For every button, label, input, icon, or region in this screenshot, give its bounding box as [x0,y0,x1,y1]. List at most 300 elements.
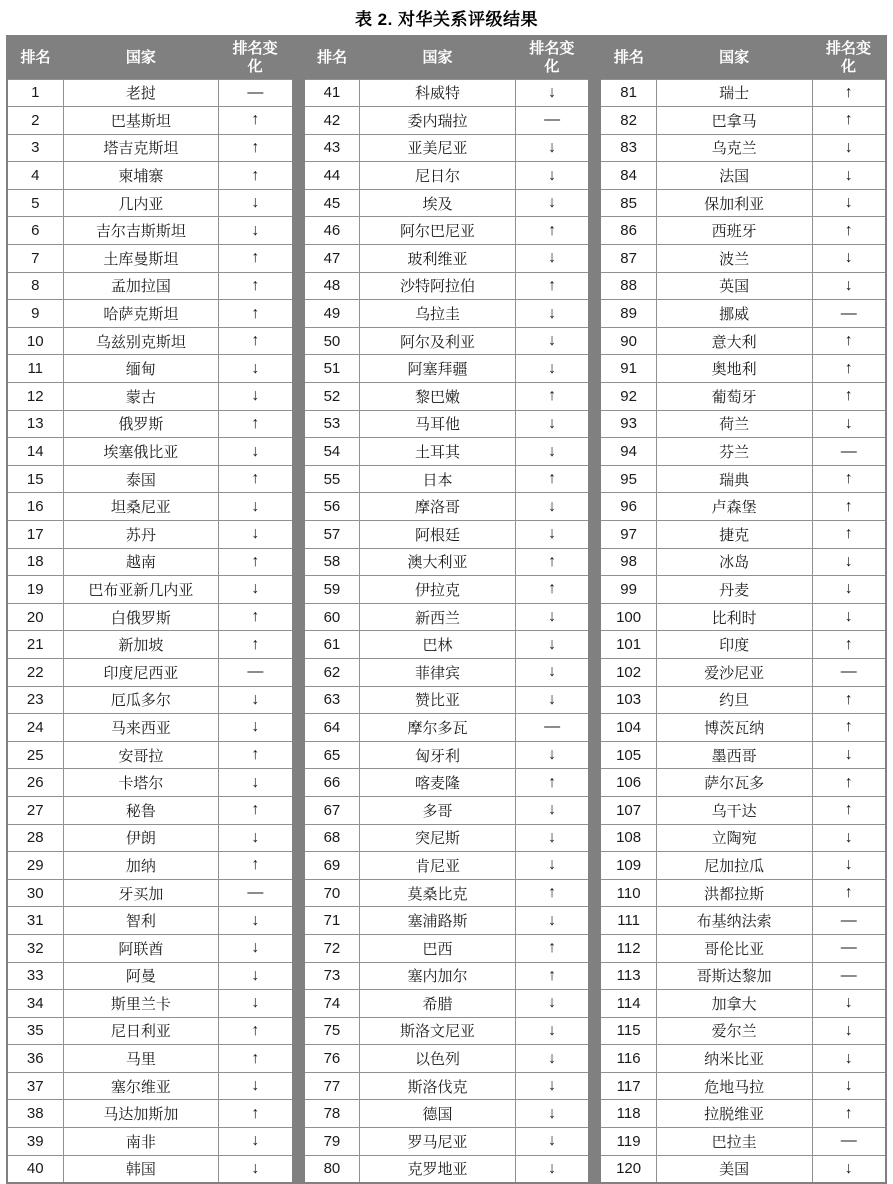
rank-cell: 116 [600,1045,656,1073]
country-cell: 洪都拉斯 [656,879,812,907]
change-cell: ↓ [219,521,293,549]
table-row [304,134,590,162]
country-cell: 罗马尼亚 [360,1128,516,1156]
change-cell: — [812,438,886,466]
change-cell: ↓ [515,603,589,631]
rank-cell: 31 [7,907,63,935]
table-row [600,741,886,769]
rank-cell: 48 [304,272,360,300]
change-cell: ↓ [515,631,589,659]
table-row [600,576,886,604]
country-cell: 蒙古 [63,383,219,411]
change-cell: ↓ [515,410,589,438]
country-cell: 挪威 [656,300,812,328]
table-row [304,245,590,273]
change-cell: ↓ [219,1072,293,1100]
country-cell: 爱沙尼亚 [656,658,812,686]
rank-cell: 44 [304,162,360,190]
rank-cell: 78 [304,1100,360,1128]
country-cell: 布基纳法索 [656,907,812,935]
change-cell: ↓ [219,438,293,466]
rank-cell: 101 [600,631,656,659]
country-cell: 瑞典 [656,465,812,493]
rank-cell: 92 [600,383,656,411]
change-cell: ↓ [515,686,589,714]
table-row [7,245,293,273]
table-row [7,962,293,990]
change-cell: ↓ [812,824,886,852]
rank-cell: 84 [600,162,656,190]
country-cell: 伊拉克 [360,576,516,604]
table-row [304,934,590,962]
table-row [304,852,590,880]
rank-cell: 94 [600,438,656,466]
change-cell: ↓ [219,907,293,935]
rank-cell: 46 [304,217,360,245]
rank-cell: 24 [7,714,63,742]
rank-cell: 110 [600,879,656,907]
rank-cell: 91 [600,355,656,383]
header-row [600,36,886,79]
country-cell: 意大利 [656,327,812,355]
rating-table-group-1 [6,35,294,1184]
table-row [7,1128,293,1156]
change-cell: — [812,658,886,686]
country-cell: 肯尼亚 [360,852,516,880]
rank-cell: 97 [600,521,656,549]
table-row [7,327,293,355]
country-cell: 亚美尼亚 [360,134,516,162]
rank-cell: 16 [7,493,63,521]
country-cell: 越南 [63,548,219,576]
table-row [304,79,590,107]
table-row [7,521,293,549]
table-row [7,796,293,824]
change-cell: ↓ [812,548,886,576]
rank-cell: 72 [304,934,360,962]
change-cell: ↓ [219,217,293,245]
country-cell: 赞比亚 [360,686,516,714]
country-cell: 苏丹 [63,521,219,549]
change-cell: ↓ [219,934,293,962]
country-cell: 瑞士 [656,79,812,107]
table-row [600,493,886,521]
change-cell: ↓ [812,990,886,1018]
country-cell: 乌兹别克斯坦 [63,327,219,355]
table-row [7,217,293,245]
country-cell: 丹麦 [656,576,812,604]
change-cell: ↓ [219,686,293,714]
change-cell: ↓ [515,355,589,383]
change-cell: ↑ [219,327,293,355]
country-cell: 玻利维亚 [360,245,516,273]
table-row [304,438,590,466]
table-row [7,134,293,162]
change-cell: ↓ [219,355,293,383]
table-row [7,741,293,769]
country-cell: 匈牙利 [360,741,516,769]
change-cell: ↑ [219,300,293,328]
column-header-rank-change: 排名变化 [812,36,886,79]
rank-cell: 61 [304,631,360,659]
rank-cell: 76 [304,1045,360,1073]
rank-cell: 88 [600,272,656,300]
rank-cell: 45 [304,189,360,217]
rank-cell: 57 [304,521,360,549]
change-cell: ↓ [219,383,293,411]
country-cell: 泰国 [63,465,219,493]
table-row [7,769,293,797]
table-row [7,272,293,300]
rank-cell: 33 [7,962,63,990]
country-cell: 乌干达 [656,796,812,824]
table-row [7,493,293,521]
rank-cell: 18 [7,548,63,576]
change-cell: ↑ [515,934,589,962]
table-row [7,410,293,438]
change-cell: ↓ [812,162,886,190]
change-cell: ↑ [812,1100,886,1128]
rank-cell: 69 [304,852,360,880]
change-cell: ↓ [812,1045,886,1073]
country-cell: 乌克兰 [656,134,812,162]
table-row [304,686,590,714]
rank-cell: 15 [7,465,63,493]
change-cell: — [812,300,886,328]
table-row [304,824,590,852]
rank-cell: 40 [7,1155,63,1183]
change-cell: ↑ [812,493,886,521]
table-row [304,879,590,907]
column-header-country: 国家 [63,36,219,79]
china-relations-rating-table [6,35,887,1184]
change-cell: ↓ [219,824,293,852]
column-header-country: 国家 [360,36,516,79]
change-cell: ↓ [812,245,886,273]
country-cell: 伊朗 [63,824,219,852]
rank-cell: 12 [7,383,63,411]
rank-cell: 109 [600,852,656,880]
change-cell: ↑ [219,410,293,438]
change-cell: ↓ [812,1017,886,1045]
change-cell: ↓ [515,1072,589,1100]
table-row [7,107,293,135]
country-cell: 尼加拉瓜 [656,852,812,880]
change-cell: — [812,907,886,935]
change-cell: ↑ [219,548,293,576]
change-cell: ↑ [515,548,589,576]
country-cell: 土库曼斯坦 [63,245,219,273]
country-cell: 白俄罗斯 [63,603,219,631]
table-row [304,796,590,824]
table-row [600,934,886,962]
table-row [600,1155,886,1183]
table-row [304,300,590,328]
table-row [600,852,886,880]
change-cell: — [812,1128,886,1156]
table-row [600,796,886,824]
rank-cell: 9 [7,300,63,328]
table-row [600,603,886,631]
country-cell: 奥地利 [656,355,812,383]
country-cell: 萨尔瓦多 [656,769,812,797]
country-cell: 突尼斯 [360,824,516,852]
table-row [600,245,886,273]
country-cell: 博茨瓦纳 [656,714,812,742]
rank-cell: 113 [600,962,656,990]
table-row [304,355,590,383]
rank-cell: 11 [7,355,63,383]
change-cell: ↑ [515,272,589,300]
change-cell: ↓ [515,1017,589,1045]
country-cell: 缅甸 [63,355,219,383]
table-row [304,383,590,411]
table-row [600,327,886,355]
rating-table-group-2 [303,35,591,1184]
table-row [7,189,293,217]
country-cell: 多哥 [360,796,516,824]
rank-cell: 82 [600,107,656,135]
column-header-rank: 排名 [600,36,656,79]
rank-cell: 53 [304,410,360,438]
country-cell: 埃及 [360,189,516,217]
table-row [600,548,886,576]
rank-cell: 64 [304,714,360,742]
rank-cell: 83 [600,134,656,162]
change-cell: ↑ [219,272,293,300]
table-row [7,631,293,659]
country-cell: 黎巴嫩 [360,383,516,411]
change-cell: ↓ [515,852,589,880]
table-row [304,1128,590,1156]
rank-cell: 43 [304,134,360,162]
rank-cell: 7 [7,245,63,273]
country-cell: 阿尔及利亚 [360,327,516,355]
table-row [600,1017,886,1045]
rank-cell: 68 [304,824,360,852]
rank-cell: 55 [304,465,360,493]
rank-cell: 49 [304,300,360,328]
country-cell: 柬埔寨 [63,162,219,190]
table-row [600,79,886,107]
rank-cell: 25 [7,741,63,769]
table-row [600,217,886,245]
change-cell: ↓ [812,1155,886,1183]
rank-cell: 89 [600,300,656,328]
column-header-rank: 排名 [304,36,360,79]
table-row [600,300,886,328]
country-cell: 斯洛伐克 [360,1072,516,1100]
change-cell: ↑ [812,465,886,493]
table-row [600,1072,886,1100]
table-row [7,907,293,935]
change-cell: ↑ [812,79,886,107]
rank-cell: 47 [304,245,360,273]
table-row [600,686,886,714]
table-row [7,465,293,493]
country-cell: 新加坡 [63,631,219,659]
country-cell: 巴基斯坦 [63,107,219,135]
rank-cell: 58 [304,548,360,576]
rank-cell: 114 [600,990,656,1018]
table-row [304,658,590,686]
table-row [600,769,886,797]
table-row [7,824,293,852]
table-row [7,852,293,880]
table-row [7,603,293,631]
table-row [600,189,886,217]
change-cell: ↓ [515,1100,589,1128]
change-cell: ↓ [219,493,293,521]
rank-cell: 63 [304,686,360,714]
change-cell: ↓ [812,134,886,162]
country-cell: 哈萨克斯坦 [63,300,219,328]
rank-cell: 13 [7,410,63,438]
change-cell: — [219,658,293,686]
table-row [600,521,886,549]
country-cell: 塞浦路斯 [360,907,516,935]
change-cell: ↓ [812,576,886,604]
rank-cell: 86 [600,217,656,245]
change-cell: ↓ [515,1155,589,1183]
column-header-rank-change: 排名变化 [219,36,293,79]
rank-cell: 29 [7,852,63,880]
table-row [304,769,590,797]
change-cell: ↓ [812,852,886,880]
change-cell: ↓ [812,603,886,631]
change-cell: ↑ [219,1100,293,1128]
rank-cell: 74 [304,990,360,1018]
change-cell: ↓ [219,990,293,1018]
change-cell: ↓ [219,769,293,797]
rank-cell: 115 [600,1017,656,1045]
rank-cell: 75 [304,1017,360,1045]
table-row [600,658,886,686]
change-cell: ↑ [219,134,293,162]
country-cell: 斯里兰卡 [63,990,219,1018]
header-row [304,36,590,79]
table-row [600,383,886,411]
country-cell: 阿联酋 [63,934,219,962]
change-cell: ↑ [219,852,293,880]
table-row [600,714,886,742]
rank-cell: 87 [600,245,656,273]
table-row [304,1017,590,1045]
table-row [600,1045,886,1073]
country-cell: 智利 [63,907,219,935]
country-cell: 老挝 [63,79,219,107]
table-row [7,1072,293,1100]
country-cell: 安哥拉 [63,741,219,769]
country-cell: 尼日尔 [360,162,516,190]
table-row [600,465,886,493]
rank-cell: 6 [7,217,63,245]
rank-cell: 102 [600,658,656,686]
country-cell: 危地马拉 [656,1072,812,1100]
change-cell: ↑ [812,686,886,714]
country-cell: 科威特 [360,79,516,107]
table-row [7,934,293,962]
rank-cell: 37 [7,1072,63,1100]
rank-cell: 28 [7,824,63,852]
country-cell: 加拿大 [656,990,812,1018]
country-cell: 马来西亚 [63,714,219,742]
country-cell: 南非 [63,1128,219,1156]
rank-cell: 104 [600,714,656,742]
country-cell: 新西兰 [360,603,516,631]
rank-cell: 35 [7,1017,63,1045]
rank-cell: 17 [7,521,63,549]
change-cell: ↑ [812,107,886,135]
table-row [304,741,590,769]
change-cell: — [812,934,886,962]
rank-cell: 19 [7,576,63,604]
rank-cell: 106 [600,769,656,797]
country-cell: 澳大利亚 [360,548,516,576]
table-row [304,107,590,135]
rank-cell: 81 [600,79,656,107]
rank-cell: 70 [304,879,360,907]
change-cell: ↓ [812,410,886,438]
table-row [600,824,886,852]
table-row [7,1155,293,1183]
table-row [304,548,590,576]
change-cell: ↑ [812,521,886,549]
table-row [304,217,590,245]
country-cell: 巴布亚新几内亚 [63,576,219,604]
rank-cell: 50 [304,327,360,355]
change-cell: ↑ [515,465,589,493]
rank-cell: 1 [7,79,63,107]
change-cell: ↑ [515,879,589,907]
change-cell: ↓ [515,658,589,686]
table-row [7,79,293,107]
change-cell: ↑ [515,383,589,411]
country-cell: 秘鲁 [63,796,219,824]
country-cell: 委内瑞拉 [360,107,516,135]
column-header-rank-change: 排名变化 [515,36,589,79]
rank-cell: 117 [600,1072,656,1100]
table-row [7,1100,293,1128]
table-row [304,521,590,549]
country-cell: 塞内加尔 [360,962,516,990]
table-row [7,658,293,686]
change-cell: ↓ [515,493,589,521]
country-cell: 保加利亚 [656,189,812,217]
rank-cell: 41 [304,79,360,107]
change-cell: — [219,879,293,907]
table-row [7,162,293,190]
table-row [304,465,590,493]
rank-cell: 65 [304,741,360,769]
country-cell: 美国 [656,1155,812,1183]
rank-cell: 51 [304,355,360,383]
table-row [7,383,293,411]
country-cell: 菲律宾 [360,658,516,686]
rank-cell: 103 [600,686,656,714]
country-cell: 马达加斯加 [63,1100,219,1128]
table-row [304,962,590,990]
country-cell: 卢森堡 [656,493,812,521]
rank-cell: 10 [7,327,63,355]
country-cell: 斯洛文尼亚 [360,1017,516,1045]
table-row [304,189,590,217]
change-cell: ↓ [515,79,589,107]
rating-table-group-3 [599,35,887,1184]
change-cell: ↓ [219,1155,293,1183]
country-cell: 阿尔巴尼亚 [360,217,516,245]
change-cell: ↑ [812,879,886,907]
